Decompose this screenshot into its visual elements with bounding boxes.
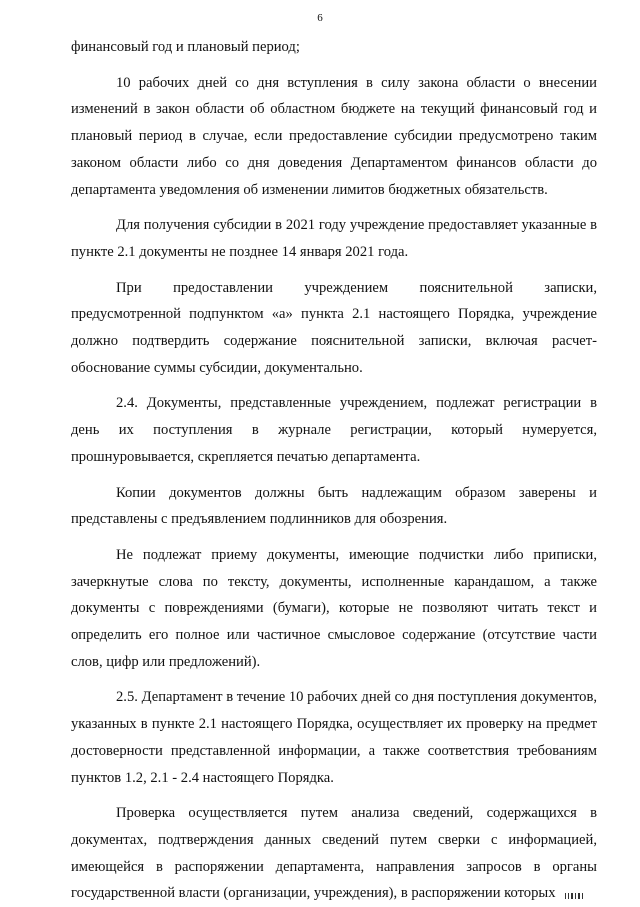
paragraph: Копии документов должны быть надлежащим образом заверены и представлены с предъявлением подлинников для обозрения. <box>71 484 597 528</box>
paragraph-section-2-5: 2.5. Департамент в течение 10 рабочих дней со дня поступления документов, указанных в пункте 2.1 настоящего Порядка, осуществляет их проверку на предмет достоверности представленной информации, а также соответствия требованиям пунктов 1.2, 2.1 - 2.4 настоящего Порядка. <box>71 689 597 786</box>
paragraph: Для получения субсидии в 2021 году учреждение предоставляет указанные в пункте 2.1 документы не позднее 14 января 2021 года. <box>71 217 597 260</box>
paragraph-section-2-4: 2.4. Документы, представленные учреждением, подлежат регистрации в день их поступления в журнале регистрации, который нумеруется, прошнуровывается, скрепляется печатью департамента. <box>71 395 597 465</box>
scan-barcode-mark <box>565 893 583 899</box>
paragraph: При предоставлении учреждением пояснительной записки, предусмотренной подпунктом «а» пункта 2.1 настоящего Порядка, учреждение должно подтвердить содержание пояснительной записки, включая расчет-обоснование суммы субсидии, документально. <box>71 279 597 376</box>
page-number: 6 <box>317 12 323 24</box>
paragraph-continuation: финансовый год и плановый период; <box>71 39 300 55</box>
paragraph: 10 рабочих дней со дня вступления в силу закона области о внесении изменений в закон области об областном бюджете на текущий финансовый год и плановый период в случае, если предоставление субсидии предусмотрено таким законом области либо со дня доведения Департаментом финансов области до департамента уведомления об изменении лимитов бюджетных обязательств. <box>71 74 597 198</box>
paragraph: Не подлежат приему документы, имеющие подчистки либо приписки, зачеркнутые слова по тексту, документы, исполненные карандашом, а также документы с повреждениями (бумаги), которые не позволяют читать текст и определить его полное или частичное смысловое содержание (отсутствие части слов, цифр или предложений). <box>71 546 597 670</box>
document-body <box>71 34 597 907</box>
paragraph: Проверка осуществляется путем анализа сведений, содержащихся в документах, подтверждения данных сведений путем сверки с информацией, имеющейся в распоряжении департамента, направления запросов в органы государственной власти (организации, учреждения), в распоряжении которых <box>71 805 597 902</box>
